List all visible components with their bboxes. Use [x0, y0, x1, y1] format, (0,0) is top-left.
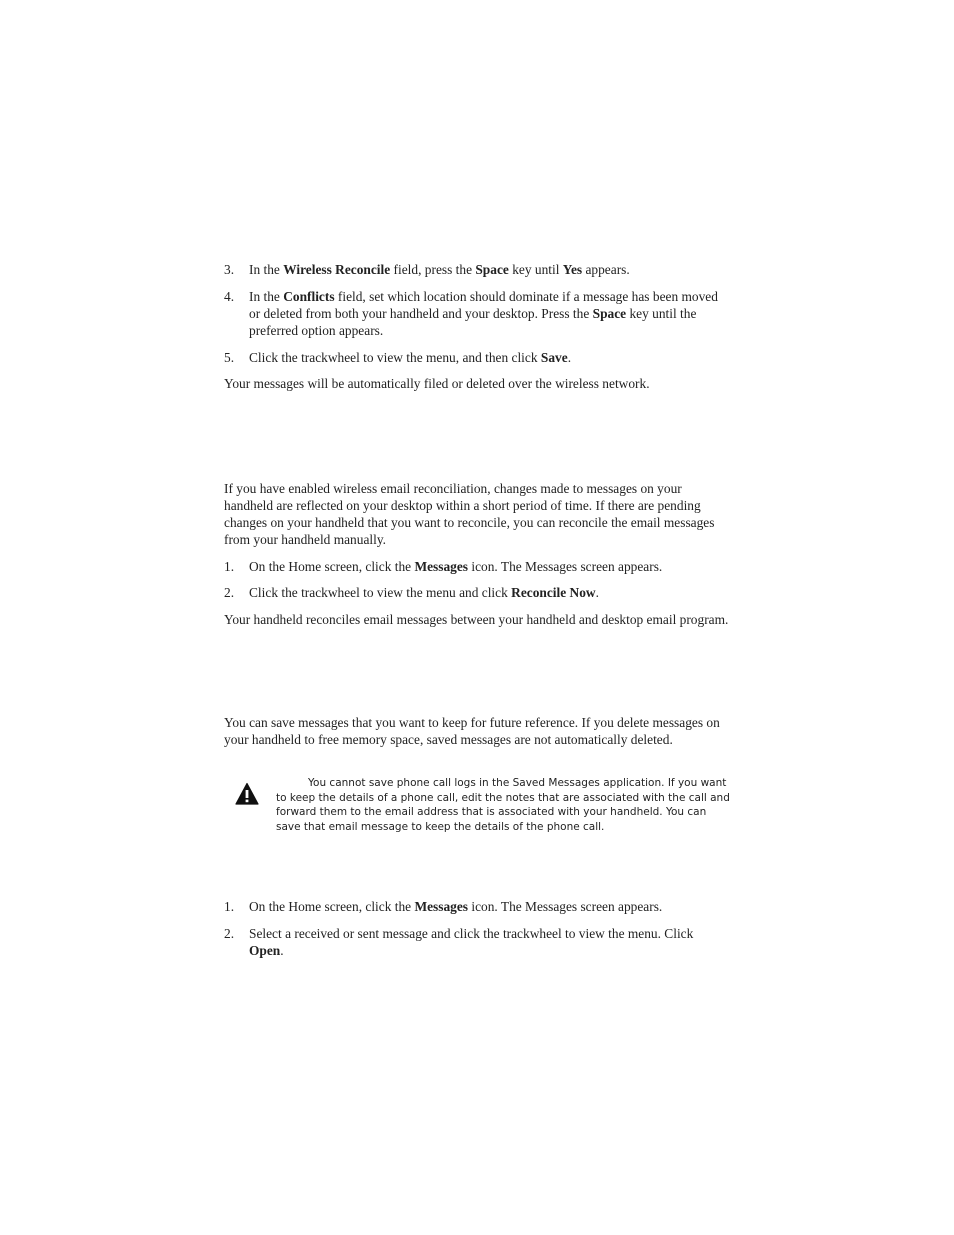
step-number: 2. — [224, 926, 235, 941]
step-number: 5. — [224, 350, 235, 365]
step-text: On the Home screen, click the Messages icon. The Messages screen appears. — [249, 559, 663, 574]
warning-icon — [235, 782, 259, 806]
step-number: 3. — [224, 262, 235, 277]
step-text: On the Home screen, click the Messages icon. The Messages screen appears. — [249, 899, 663, 914]
step-number: 1. — [224, 899, 235, 914]
step-number: 2. — [224, 585, 235, 600]
paragraph: Your handheld reconciles email messages between your handheld and desktop email program. — [224, 612, 729, 627]
list-item — [224, 349, 730, 366]
step-number: 1. — [224, 559, 235, 574]
warning-note: You cannot save phone call logs in the Saved Messages application. If you want to keep the details of a phone call, edit the notes that are associated with the call and forward them to the email address that is associated with your handheld. You can save that email message to keep the details of the phone call. — [276, 777, 730, 833]
step-number: 4. — [224, 289, 235, 304]
paragraph: If you have enabled wireless email reconciliation, changes made to messages on your handheld are reflected on your desktop within a short period of time. If there are pending changes on your handheld that you want to reconcile, you can reconcile the email messages from your handheld manually. — [224, 481, 715, 547]
step-text: In the Conflicts field, set which location should dominate if a message has been moved or deleted from both your handheld and your desktop. Press the Space key until the preferred option appears. — [249, 289, 718, 338]
paragraph: You can save messages that you want to keep for future reference. If you delete messages on your handheld to free memory space, saved messages are not automatically deleted. — [224, 715, 720, 747]
step-text: Select a received or sent message and click the trackwheel to view the menu. Click Open. — [249, 926, 694, 958]
list-item — [224, 288, 730, 339]
list-item — [224, 925, 730, 959]
step-text: In the Wireless Reconcile field, press the Space key until Yes appears. — [249, 262, 630, 277]
step-text: Click the trackwheel to view the menu and click Reconcile Now. — [249, 585, 599, 600]
list-item — [224, 584, 730, 601]
list-item — [224, 558, 730, 575]
list-item — [224, 261, 730, 278]
step-text: Click the trackwheel to view the menu, and then click Save. — [249, 350, 572, 365]
list-item — [224, 898, 730, 915]
paragraph: Your messages will be automatically filed or deleted over the wireless network. — [224, 376, 650, 391]
